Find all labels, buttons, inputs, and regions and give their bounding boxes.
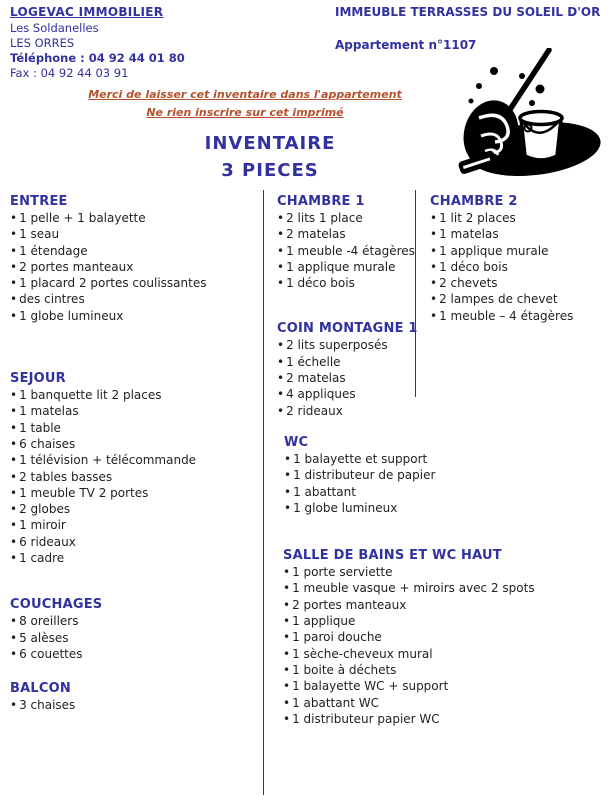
inventory-item: • 2 portes manteaux [10,259,262,275]
inventory-item: • 1 distributeur de papier [284,467,539,483]
inventory-item: • 5 alèses [10,630,262,646]
section-title-wc: WC [284,434,309,450]
inventory-item: • 1 lit 2 places [430,210,610,226]
inventory-item: • 1 porte serviette [283,564,539,580]
section-title-salle-de-bains-et-wc-haut: SALLE DE BAINS ET WC HAUT [283,548,502,564]
agency-phone: Téléphone : 04 92 44 01 80 [10,51,185,65]
inventory-item: • 1 banquette lit 2 places [10,387,262,403]
column-1 [10,193,262,714]
item-list [10,697,262,713]
inventory-item: • 2 matelas [277,370,539,386]
inventory-item: • 4 appliques [277,386,539,402]
inventory-item: • 1 déco bois [430,259,610,275]
section-title-balcon: BALCON [10,681,71,697]
inventory-section-entree [10,193,262,324]
section-title-coin-montagne-1: COIN MONTAGNE 1 [277,321,418,337]
inventory-item: • 1 paroi douche [283,629,539,645]
agency-city: LES ORRES [10,36,75,50]
section-title-chambre-1: CHAMBRE 1 [277,194,365,209]
inventory-item: • 1 distributeur papier WC [283,711,539,727]
inventory-section-chambre-2 [430,193,610,324]
notice-block [0,86,490,122]
inventory-section-couchages [10,596,262,662]
inventory-item: • 1 globe lumineux [284,500,539,516]
inventory-item: • 1 meuble – 4 étagères [430,308,610,324]
inventory-item: • 3 chaises [10,697,262,713]
item-list [277,337,539,418]
inventory-section-salle-de-bains-et-wc-haut [283,547,539,727]
section-title-sejour: SEJOUR [10,371,66,387]
section-title-entree: ENTREE [10,194,68,209]
inventory-item: • 1 télévision + télécommande [10,452,262,468]
cleaning-mop-bucket-icon [448,48,610,188]
inventory-item: • 2 lits superposés [277,337,539,353]
inventory-item: • 1 miroir [10,517,262,533]
inventory-item: • 6 chaises [10,436,262,452]
section-title-chambre-2: CHAMBRE 2 [430,194,518,209]
title-line-1: INVENTAIRE [204,133,336,154]
inventory-section-wc [284,434,539,516]
inventory-item: • 1 sèche-cheveux mural [283,646,539,662]
inventory-item: • 1 applique murale [430,243,610,259]
inventory-item: • 2 lampes de chevet [430,291,610,307]
inventory-item: • 1 boite à déchets [283,662,539,678]
agency-fax: Fax : 04 92 44 03 91 [10,66,129,80]
inventory-item: • 2 chevets [430,275,610,291]
inventory-item: • 1 meuble vasque + miroirs avec 2 spots [283,580,539,596]
inventory-item: • 1 applique murale [277,259,539,275]
inventory-item: • 1 balayette et support [284,451,539,467]
inventory-item: • 6 couettes [10,646,262,662]
inventory-item: • 1 matelas [430,226,610,242]
inventory-item: • 1 déco bois [277,275,539,291]
item-list [283,564,539,727]
inventory-item: • 1 seau [10,226,262,242]
inventory-item: • 1 étendage [10,243,262,259]
inventory-section-coin-montagne-1 [277,320,539,418]
inventory-item: • 1 abattant WC [283,695,539,711]
inventory-item: • 1 placard 2 portes coulissantes [10,275,262,291]
inventory-item: • 1 matelas [10,403,262,419]
notice-line-1: Merci de laisser cet inventaire dans l'appartement [88,88,402,101]
item-list [10,387,262,566]
notice-line-2: Ne rien inscrire sur cet imprimé [146,106,344,119]
inventory-item: • 2 portes manteaux [283,597,539,613]
item-list [10,210,262,324]
apartment-number: Appartement n°1107 [335,38,477,52]
column-3 [430,193,610,324]
inventory-item: • 1 pelle + 1 balayette [10,210,262,226]
inventory-item: • 1 balayette WC + support [283,678,539,694]
inventory-section-balcon [10,680,262,713]
item-list [284,451,539,516]
inventory-item: • 2 rideaux [277,403,539,419]
inventory-item: • 2 lits 1 place [277,210,539,226]
section-title-couchages: COUCHAGES [10,597,103,613]
building-name: IMMEUBLE TERRASSES DU SOLEIL D'OR [335,5,601,19]
inventory-item: • 1 applique [283,613,539,629]
building-block [335,5,600,52]
inventory-item: • des cintres [10,291,262,307]
agency-name: LOGEVAC IMMOBILIER [10,5,164,19]
inventory-item: • 8 oreillers [10,613,262,629]
inventory-item: • 2 globes [10,501,262,517]
inventory-item: • 1 globe lumineux [10,308,262,324]
inventory-item: • 2 matelas [277,226,539,242]
inventory-item: • 6 rideaux [10,534,262,550]
item-list [430,210,610,324]
inventory-item: • 1 meuble -4 étagères [277,243,539,259]
title-line-2: 3 PIECES [221,160,319,181]
inventory-item: • 1 échelle [277,354,539,370]
agency-block [10,4,185,81]
item-list [10,613,262,662]
inventory-item: • 1 abattant [284,484,539,500]
agency-residence: Les Soldanelles [10,21,99,35]
inventory-section-sejour [10,370,262,566]
inventory-item: • 1 meuble TV 2 portes [10,485,262,501]
inventory-item: • 1 table [10,420,262,436]
inventory-item: • 2 tables basses [10,469,262,485]
column-divider-left [263,190,264,795]
inventory-item: • 1 cadre [10,550,262,566]
